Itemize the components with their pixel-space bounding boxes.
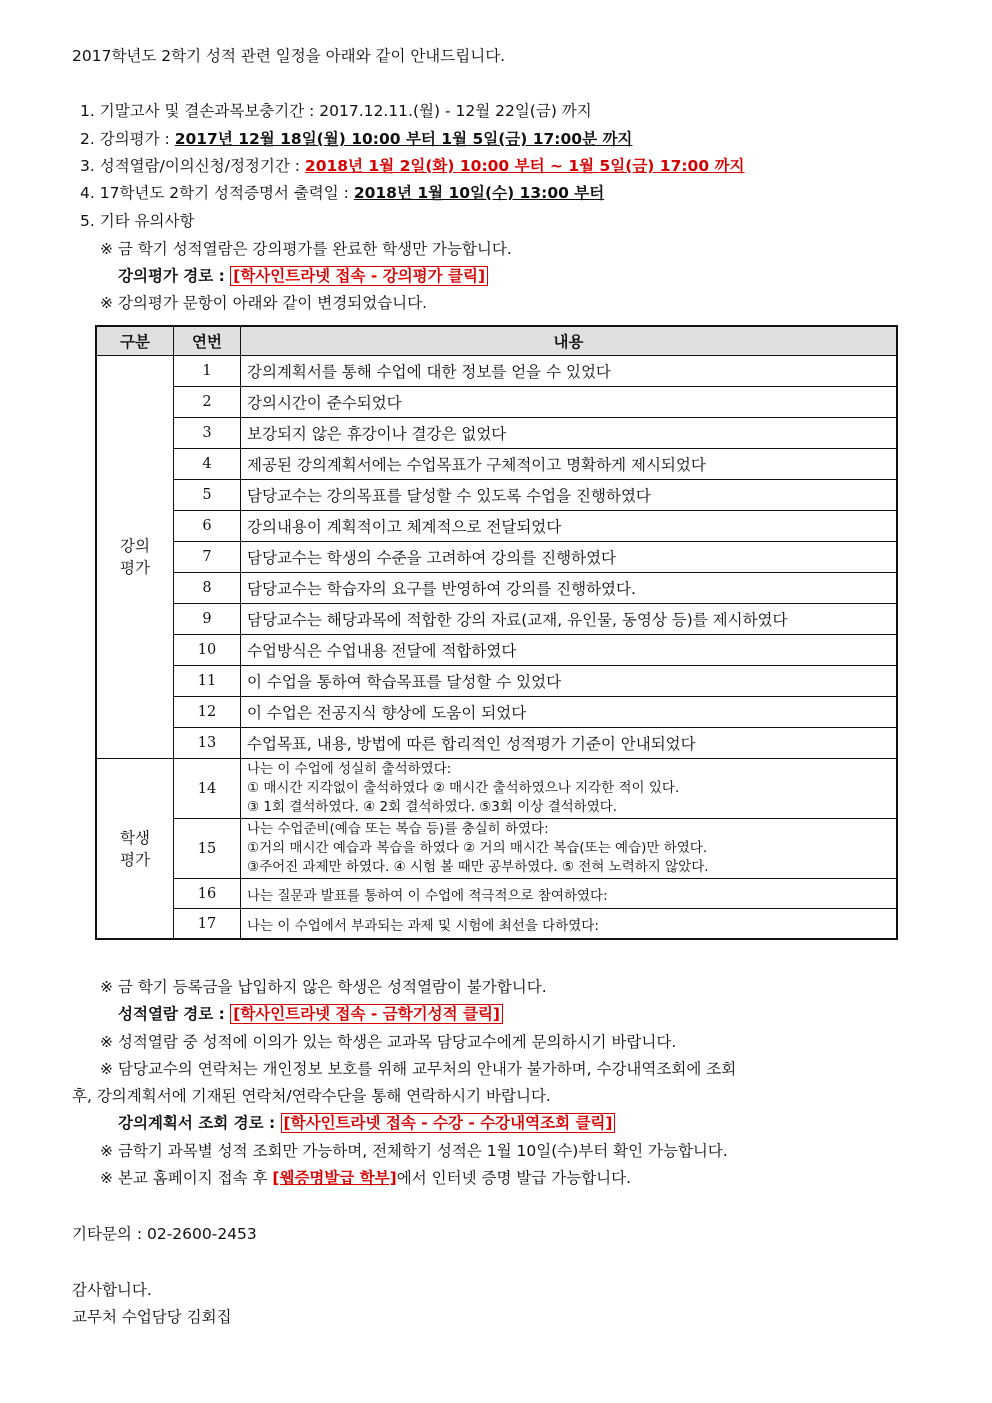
thanks-text: 감사합니다. <box>72 1281 152 1299</box>
table-row <box>96 480 897 511</box>
item-text <box>241 759 898 819</box>
item-number: 10 <box>174 635 241 666</box>
item-number: 5 <box>174 480 241 511</box>
syllabus-path-value: [학사인트라넷 접속 - 수강 - 수강내역조회 클릭] <box>281 1113 616 1133</box>
item-text-line: ①거의 매시간 예습과 복습을 하였다 ② 거의 매시간 복습(또는 예습)만 하였다. <box>247 840 708 856</box>
item-text-line: ① 매시간 지각없이 출석하였다 ② 매시간 출석하였으나 지각한 적이 있다. <box>247 780 680 796</box>
evaluation-path-value: [학사인트라넷 접속 - 강의평가 클릭] <box>230 266 488 286</box>
item-text: 제공된 강의계획서에는 수업목표가 구체적이고 명확하게 제시되었다 <box>241 449 898 480</box>
item-text-line: ③ 1회 결석하였다. ④ 2회 결석하였다. ⑤3회 이상 결석하였다. <box>247 799 618 815</box>
table-row <box>96 909 897 940</box>
category-lecture-evaluation: 강의 평가 <box>96 356 174 759</box>
item-text <box>241 879 898 909</box>
table-header-row <box>96 326 897 356</box>
note-evaluation-required: ※ 금 학기 성적열람은 강의평가를 완료한 학생만 가능합니다. <box>100 240 512 258</box>
evaluation-path-label: 강의평가 경로 : <box>118 267 231 285</box>
table-row <box>96 449 897 480</box>
item-text <box>241 819 898 879</box>
note-certificate-post: 에서 인터넷 증명 발급 가능합니다. <box>396 1169 632 1187</box>
item-number: 4 <box>174 449 241 480</box>
item-text-line: 나는 이 수업에 성실히 출석하였다: <box>247 761 452 777</box>
schedule-value-2: 2017년 12월 18일(월) 10:00 부터 1월 5일(금) 17:00분 까지 <box>174 130 633 148</box>
table-row <box>96 666 897 697</box>
item-text-line: 나는 수업준비(예습 또는 복습 등)를 충실히 하였다: <box>247 821 549 837</box>
table-row <box>96 418 897 449</box>
grade-view-path-label: 성적열람 경로 : <box>118 1005 231 1023</box>
item-text: 담당교수는 학습자의 요구를 반영하여 강의를 진행하였다. <box>241 573 898 604</box>
item-number: 1 <box>174 356 241 387</box>
table-row <box>96 635 897 666</box>
item-text <box>241 909 898 940</box>
schedule-label-2: 2. 강의평가 : <box>80 130 175 148</box>
schedule-item-4 <box>80 183 604 203</box>
item-text: 담당교수는 해당과목에 적합한 강의 자료(교재, 유인물, 동영상 등)를 제시하였다 <box>241 604 898 635</box>
item-number: 16 <box>174 879 241 909</box>
category-student-evaluation: 학생 평가 <box>96 759 174 940</box>
table-row <box>96 759 897 819</box>
item-text-line: 나는 질문과 발표를 통하여 이 수업에 적극적으로 참여하였다: <box>247 887 608 904</box>
evaluation-path <box>118 266 488 286</box>
item-number: 13 <box>174 728 241 759</box>
note-certificate <box>100 1168 631 1188</box>
item-number: 14 <box>174 759 241 819</box>
schedule-item-5: 5. 기타 유의사항 <box>80 212 195 230</box>
item-text: 이 수업은 전공지식 향상에 도움이 되었다 <box>241 697 898 728</box>
schedule-label-1: 1. 기말고사 및 결손과목보충기간 : <box>80 102 320 120</box>
table-row <box>96 573 897 604</box>
schedule-item-3 <box>80 156 744 176</box>
item-text: 이 수업을 통하여 학습목표를 달성할 수 있었다 <box>241 666 898 697</box>
item-number: 15 <box>174 819 241 879</box>
intro-text: 2017학년도 2학기 성적 관련 일정을 아래와 같이 안내드립니다. <box>72 47 506 65</box>
grade-view-path <box>118 1004 503 1024</box>
contact-info: 기타문의 : 02-2600-2453 <box>72 1225 257 1243</box>
sender-text: 교무처 수업담당 김회집 <box>72 1308 232 1326</box>
grade-view-path-value: [학사인트라넷 접속 - 금학기성적 클릭] <box>230 1004 503 1024</box>
item-number: 11 <box>174 666 241 697</box>
syllabus-path-label: 강의계획서 조회 경로 : <box>118 1114 281 1132</box>
table-row <box>96 511 897 542</box>
schedule-item-2 <box>80 129 632 149</box>
header-number: 연번 <box>174 326 241 356</box>
item-text: 강의시간이 준수되었다 <box>241 387 898 418</box>
item-text: 담당교수는 강의목표를 달성할 수 있도록 수업을 진행하였다 <box>241 480 898 511</box>
item-number: 12 <box>174 697 241 728</box>
header-content: 내용 <box>241 326 898 356</box>
note-semester-grades: ※ 금학기 과목별 성적 조회만 가능하며, 전체학기 성적은 1월 10일(수)부터 확인 가능합니다. <box>100 1142 728 1160</box>
item-text: 수업목표, 내용, 방법에 따른 합리적인 성적평가 기준이 안내되었다 <box>241 728 898 759</box>
note-grade-objection: ※ 성적열람 중 성적에 이의가 있는 학생은 교과목 담당교수에게 문의하시기 바랍니다. <box>100 1033 677 1051</box>
evaluation-items-table <box>95 325 898 940</box>
item-text: 보강되지 않은 휴강이나 결강은 없었다 <box>241 418 898 449</box>
table-row <box>96 697 897 728</box>
item-text-line: 나는 이 수업에서 부과되는 과제 및 시험에 최선을 다하였다: <box>247 917 599 934</box>
certificate-link[interactable]: [웹증명발급 학부] <box>272 1169 397 1187</box>
item-number: 17 <box>174 909 241 940</box>
note-tuition-unpaid: ※ 금 학기 등록금을 납입하지 않은 학생은 성적열람이 불가합니다. <box>100 978 547 996</box>
item-number: 7 <box>174 542 241 573</box>
item-text: 수업방식은 수업내용 전달에 적합하였다 <box>241 635 898 666</box>
table-row <box>96 356 897 387</box>
item-number: 9 <box>174 604 241 635</box>
note-professor-contact-2: 후, 강의계획서에 기재된 연락처/연락수단을 통해 연락하시기 바랍니다. <box>72 1087 551 1105</box>
table-row <box>96 387 897 418</box>
item-number: 3 <box>174 418 241 449</box>
table-row <box>96 879 897 909</box>
schedule-item-1 <box>80 101 592 121</box>
schedule-value-3: 2018년 1월 2일(화) 10:00 부터 ~ 1월 5일(금) 17:00 까지 <box>304 157 745 175</box>
table-row <box>96 819 897 879</box>
item-number: 2 <box>174 387 241 418</box>
header-category: 구분 <box>96 326 174 356</box>
table-row <box>96 604 897 635</box>
table-row <box>96 542 897 573</box>
schedule-label-4: 4. 17학년도 2학기 성적증명서 출력일 : <box>80 184 354 202</box>
note-professor-contact-1: ※ 담당교수의 연락처는 개인정보 보호를 위해 교무처의 안내가 불가하며, 수강내역조회에 조회 <box>100 1060 737 1078</box>
item-text: 강의내용이 계획적이고 체계적으로 전달되었다 <box>241 511 898 542</box>
note-items-changed: ※ 강의평가 문항이 아래와 같이 변경되었습니다. <box>100 294 428 312</box>
schedule-value-1: 2017.12.11.(월) - 12월 22일(금) 까지 <box>319 102 592 120</box>
table-row <box>96 728 897 759</box>
item-number: 6 <box>174 511 241 542</box>
item-text-line: ③주어진 과제만 하였다. ④ 시험 볼 때만 공부하였다. ⑤ 전혀 노력하지 않았다. <box>247 859 709 875</box>
item-text: 강의계획서를 통해 수업에 대한 정보를 얻을 수 있었다 <box>241 356 898 387</box>
schedule-label-3: 3. 성적열람/이의신청/정정기간 : <box>80 157 305 175</box>
item-number: 8 <box>174 573 241 604</box>
schedule-value-4: 2018년 1월 10일(수) 13:00 부터 <box>353 184 605 202</box>
item-text: 담당교수는 학생의 수준을 고려하여 강의를 진행하였다 <box>241 542 898 573</box>
syllabus-path <box>118 1113 615 1133</box>
note-certificate-pre: ※ 본교 홈페이지 접속 후 <box>100 1169 273 1187</box>
